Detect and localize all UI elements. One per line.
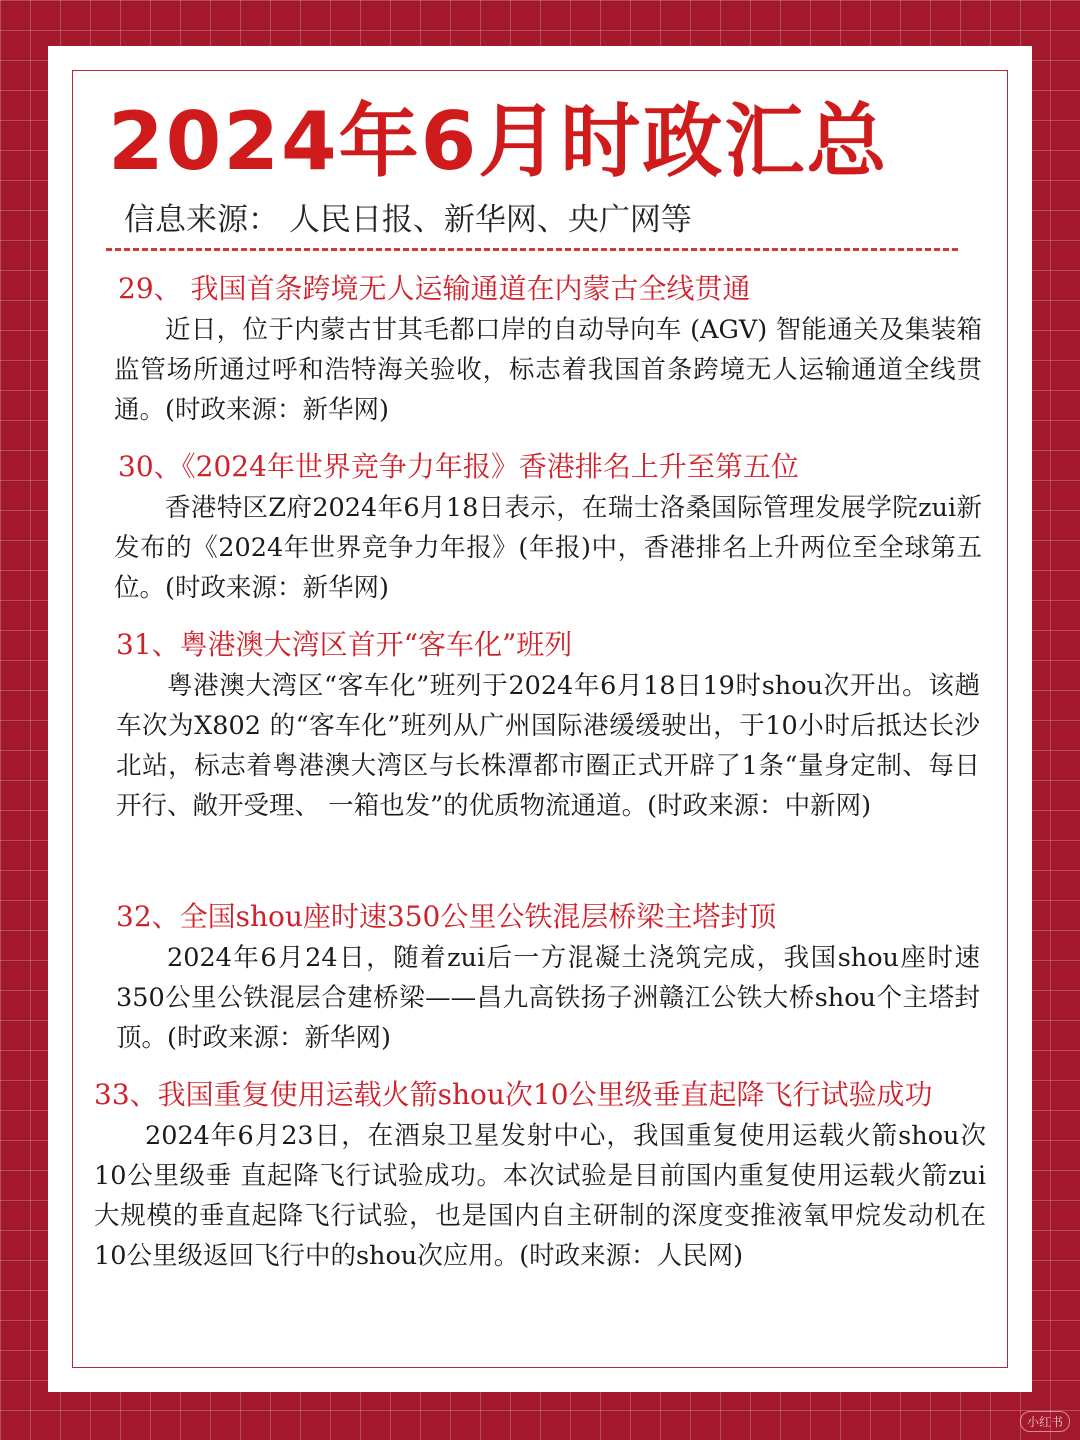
news-body: 香港特区Z府2024年6月18日表示，在瑞士洛桑国际管理发展学院zui新发布的《2024年世界竞争力年报》(年报)中，香港排名上升两位至全球第五位。(时政来源：新华网) (114, 493, 982, 603)
news-body: 粤港澳大湾区“客车化”班列于2024年6月18日19时shou次开出。该趟车次为X802 的“客车化”班列从广州国际港缓缓驶出，于10小时后抵达长沙北站，标志着粤港澳大湾区与长株潭都市圈正式开辟了1条“量身定制、每日开行、敞开受理、 一箱也发”的优质物流通道。(时政来源：中新网) (116, 671, 980, 821)
news-item-31 (116, 624, 980, 826)
news-item-33 (94, 1074, 986, 1276)
news-heading: 32、全国shou座时速350公里公铁混层桥梁主塔封顶 (116, 900, 777, 933)
news-item-32 (116, 896, 980, 1058)
news-item-29 (114, 268, 982, 430)
news-heading: 30、《2024年世界竞争力年报》香港排名上升至第五位 (118, 450, 799, 483)
news-heading: 29、 我国首条跨境无人运输通道在内蒙古全线贯通 (118, 272, 751, 305)
content-card (48, 46, 1032, 1392)
news-item-30 (114, 446, 982, 608)
news-body: 近日，位于内蒙古甘其毛都口岸的自动导向车 (AGV) 智能通关及集装箱监管场所通过呼和浩特海关验收，标志着我国首条跨境无人运输通道全线贯通。(时政来源：新华网) (114, 315, 982, 425)
news-body: 2024年6月24日，随着zui后一方混凝土浇筑完成，我国shou座时速350公里公铁混层合建桥梁——昌九高铁扬子洲赣江公铁大桥shou个主塔封顶。(时政来源：新华网) (116, 943, 980, 1053)
dashed-divider (106, 248, 958, 251)
watermark-badge: 小红书 (1020, 1411, 1070, 1432)
page-title: 2024年6月时政汇总 (108, 95, 889, 188)
info-source: 信息来源： 人民日报、新华网、央广网等 (124, 202, 692, 238)
news-heading: 31、粤港澳大湾区首开“客车化”班列 (116, 628, 573, 661)
news-heading: 33、我国重复使用运载火箭shou次10公里级垂直起降飞行试验成功 (94, 1078, 933, 1111)
news-body: 2024年6月23日，在酒泉卫星发射中心，我国重复使用运载火箭shou次10公里级垂 直起降飞行试验成功。本次试验是目前国内重复使用运载火箭zui大规模的垂直起降飞行试验，也是国内自主研制的深度变推液氧甲烷发动机在10公里级返回飞行中的shou次应用。(时政来源：人民网) (94, 1121, 986, 1271)
